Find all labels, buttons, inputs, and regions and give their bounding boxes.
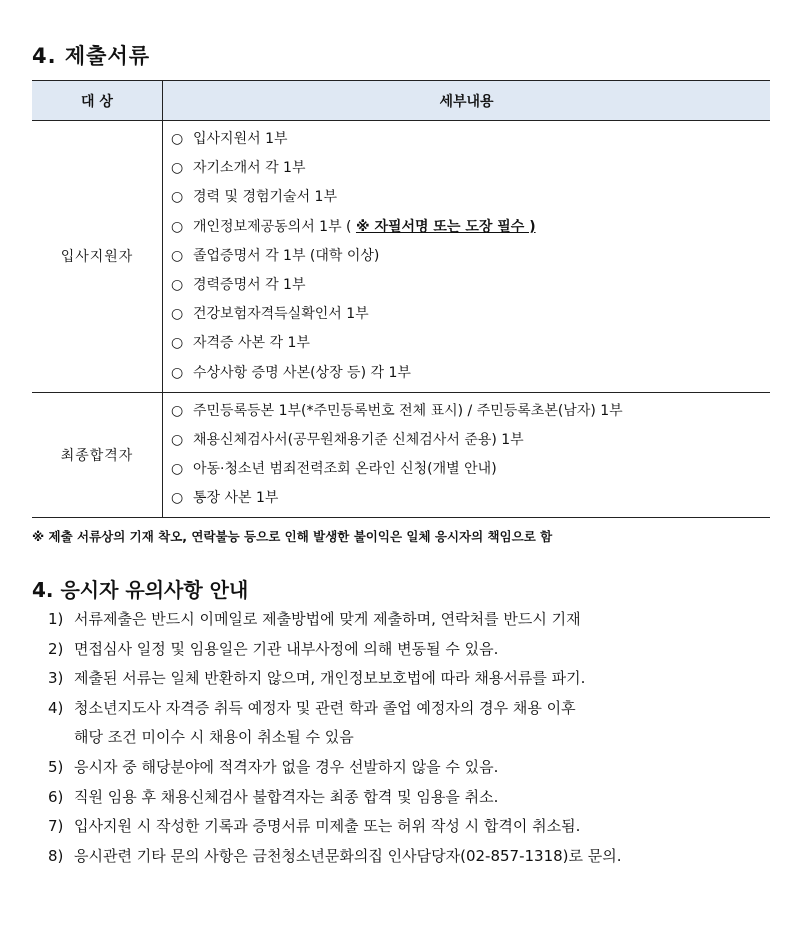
- row-target-applicant: 입사지원자: [32, 121, 163, 393]
- item-text: 해당 조건 미이수 시 채용이 취소될 수 있음: [74, 728, 354, 747]
- item-number: 8): [48, 846, 64, 865]
- list-item: [171, 484, 770, 513]
- item-text: 졸업증명서 각 1부 (대학 이상): [193, 247, 380, 264]
- item-text: 서류제출은 반드시 이메일로 제출방법에 맞게 제출하며, 연락처를 반드시 기재: [74, 610, 581, 628]
- bullet-icon: ○: [171, 335, 184, 352]
- table-row-applicant: [32, 121, 770, 393]
- section-title-notes: 4. 응시자 유의사항 안내: [32, 578, 249, 602]
- bullet-icon: ○: [171, 218, 184, 235]
- list-item: [48, 664, 778, 694]
- list-item: [171, 397, 770, 426]
- table-row-final: [32, 392, 770, 518]
- list-item: [171, 329, 770, 358]
- item-text: 면접심사 일정 및 임용일은 기관 내부사정에 의해 변동될 수 있음.: [74, 639, 499, 658]
- item-text: 경력증명서 각 1부: [193, 276, 306, 293]
- item-number: 6): [48, 787, 64, 806]
- item-number: 7): [48, 817, 64, 836]
- item-text: 응시관련 기타 문의 사항은 금천청소년문화의집 인사담당자(02-857-1318)로 문의.: [74, 846, 622, 865]
- bullet-icon: ○: [171, 461, 184, 478]
- list-item: [48, 783, 778, 813]
- bullet-icon: ○: [171, 276, 184, 293]
- bullet-icon: ○: [171, 131, 184, 147]
- item-text: 수상사항 증명 사본(상장 등) 각 1부: [193, 364, 411, 381]
- item-text: 입사지원서 1부: [193, 131, 288, 147]
- item-text: 입사지원 시 작성한 기록과 증명서류 미제출 또는 허위 작성 시 합격이 취소됨.: [74, 817, 581, 836]
- header-details: 세부내용: [163, 81, 771, 121]
- list-item: [171, 271, 770, 300]
- item-text: 경력 및 경험기술서 1부: [193, 189, 337, 206]
- item-text: 자기소개서 각 1부: [193, 160, 306, 177]
- item-text: 자격증 사본 각 1부: [193, 335, 310, 352]
- item-text: 응시자 중 해당분야에 적격자가 없을 경우 선발하지 않을 수 있음.: [74, 757, 499, 776]
- header-target: 대 상: [32, 81, 163, 121]
- item-number: 3): [48, 669, 64, 688]
- documents-table: [32, 80, 770, 518]
- bullet-icon: ○: [171, 402, 184, 419]
- bullet-icon: ○: [171, 490, 184, 507]
- list-item: [171, 426, 770, 455]
- bullet-icon: ○: [171, 247, 184, 264]
- item-number: 2): [48, 639, 64, 658]
- list-item: [48, 605, 778, 635]
- signature-required-note: ※ 자필서명 또는 도장 필수 ): [355, 218, 536, 235]
- item-number: 5): [48, 757, 64, 776]
- item-text: 채용신체검사서(공무원채용기준 신체검사서 준용) 1부: [193, 431, 524, 448]
- item-text: 제출된 서류는 일체 반환하지 않으며, 개인정보보호법에 따라 채용서류를 파기.: [74, 669, 586, 688]
- list-item: [171, 125, 770, 154]
- list-item: [48, 842, 778, 872]
- list-item: [171, 183, 770, 212]
- list-item: [48, 694, 778, 724]
- section-title-documents: 4. 제출서류: [32, 44, 151, 68]
- list-item: [171, 242, 770, 271]
- item-text: 주민등록등본 1부(*주민등록번호 전체 표시) / 주민등록초본(남자) 1부: [193, 402, 623, 419]
- item-number: 1): [48, 610, 64, 628]
- item-text: 통장 사본 1부: [193, 490, 279, 507]
- bullet-icon: ○: [171, 306, 184, 323]
- list-item: [48, 812, 778, 842]
- bullet-icon: ○: [171, 160, 184, 177]
- notes-list: [48, 605, 778, 871]
- bullet-icon: ○: [171, 364, 184, 381]
- list-item: [48, 753, 778, 783]
- item-number: 4): [48, 698, 64, 717]
- row-details-applicant: [163, 121, 771, 393]
- item-text: 아동·청소년 범죄전력조회 온라인 신청(개별 안내): [193, 461, 497, 478]
- table-header-row: [32, 81, 770, 121]
- list-item: [171, 154, 770, 183]
- list-item: [48, 635, 778, 665]
- list-item: [171, 213, 770, 242]
- item-text: 건강보험자격득실확인서 1부: [193, 306, 369, 323]
- bullet-icon: ○: [171, 431, 184, 448]
- warning-note: ※ 제출 서류상의 기재 착오, 연락불능 등으로 인해 발생한 불이익은 일체 응시자의 책임으로 함: [32, 529, 553, 544]
- row-target-final: 최종합격자: [32, 392, 163, 518]
- item-text: 직원 임용 후 채용신체검사 불합격자는 최종 합격 및 임용을 취소.: [74, 787, 499, 806]
- row-details-final: [163, 392, 771, 518]
- list-item: [171, 300, 770, 329]
- list-item: [171, 359, 770, 388]
- list-item-continuation: [48, 723, 778, 753]
- item-text: 청소년지도사 자격증 취득 예정자 및 관련 학과 졸업 예정자의 경우 채용 이후: [74, 698, 576, 717]
- list-item: [171, 455, 770, 484]
- item-text: 개인정보제공동의서 1부 (: [193, 218, 352, 235]
- bullet-icon: ○: [171, 189, 184, 206]
